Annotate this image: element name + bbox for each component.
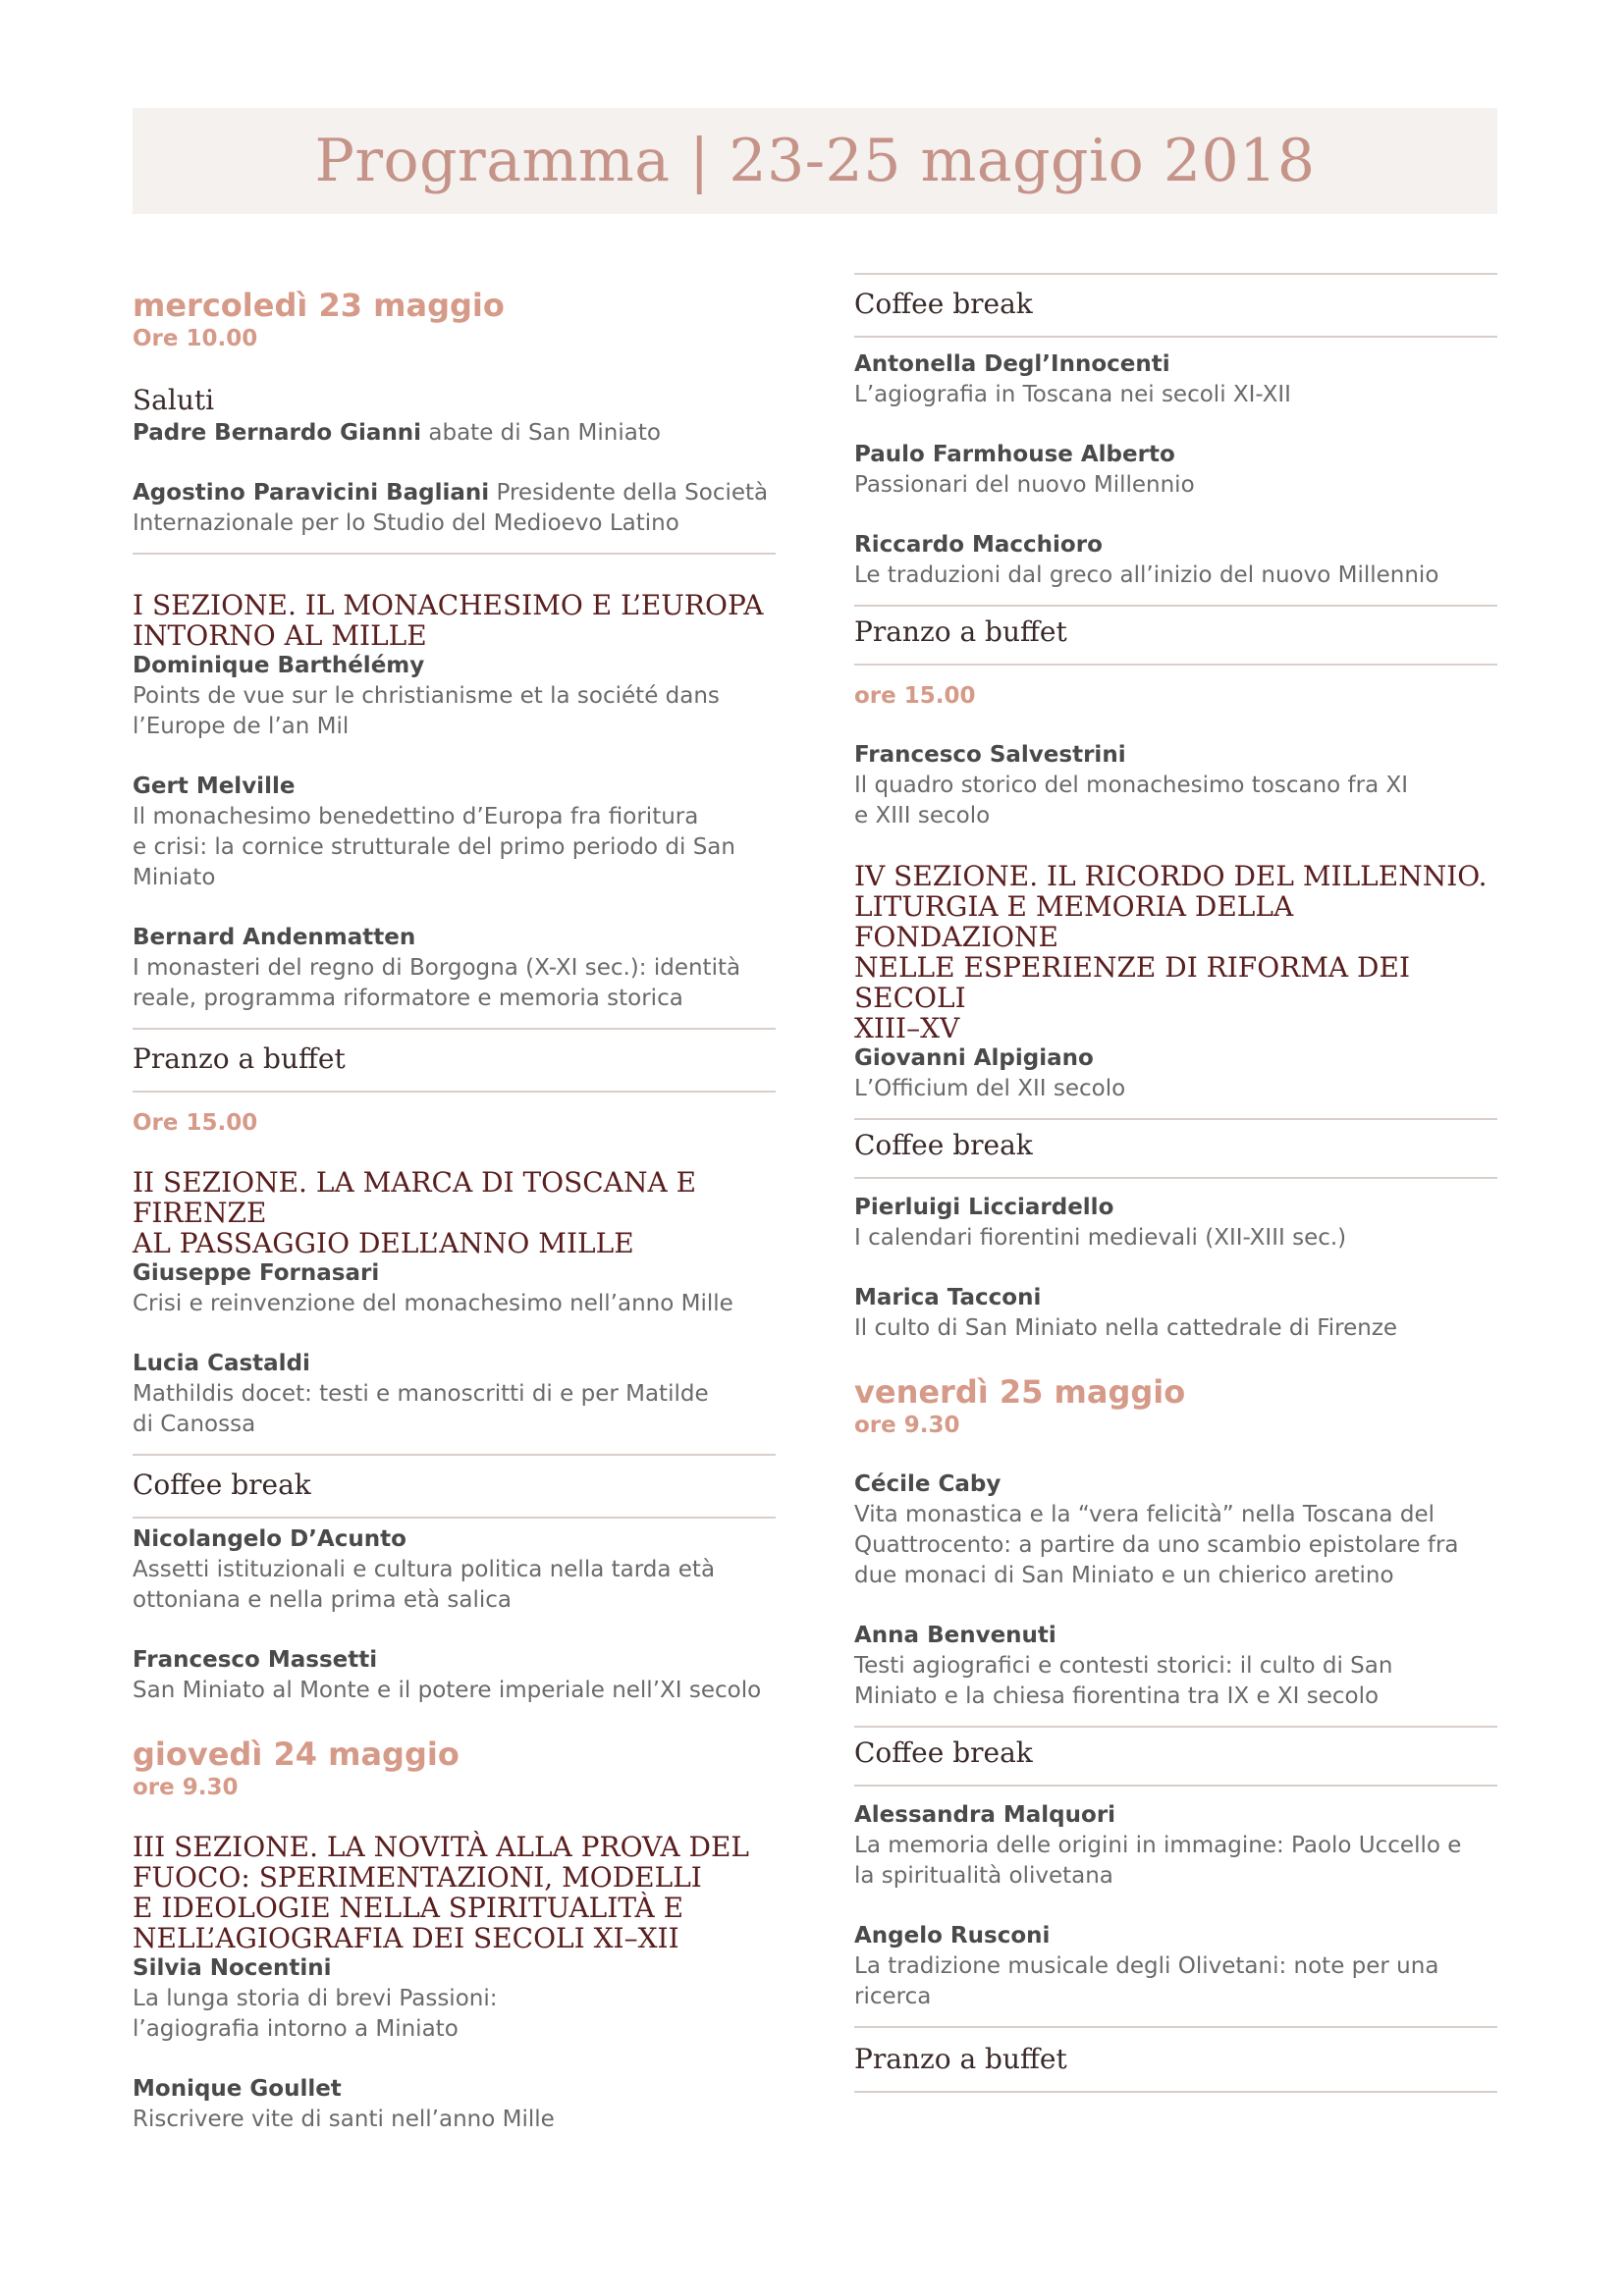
time-label: Ore 10.00 [133, 326, 258, 351]
time-label: Ore 15.00 [133, 1110, 258, 1136]
speaker-name: Gert Melville [133, 774, 296, 799]
break-label: Pranzo a buffet [854, 2043, 1067, 2075]
talk-title: Assetti istituzionali e cultura politica nella tarda età [133, 1557, 716, 1582]
talk-title: l’agiografia intorno a Miniato [133, 2016, 459, 2042]
section-title: II SEZIONE. LA MARCA DI TOSCANA E FIRENZE [133, 1166, 697, 1229]
talk-title: Miniato [133, 865, 216, 890]
speaker-name: Antonella Degl’Innocenti [854, 351, 1170, 377]
section-title: NELLE ESPERIENZE DI RIFORMA DEI SECOLI [854, 951, 1411, 1014]
time-label: ore 9.30 [854, 1413, 960, 1438]
talk-title: I monasteri del regno di Borgogna (X-XI sec.): identità [133, 955, 741, 981]
talk-title: ricerca [854, 1984, 932, 2009]
talk-title: reale, programma riformatore e memoria storica [133, 986, 683, 1011]
time-label: ore 9.30 [133, 1775, 239, 1800]
section-title: I SEZIONE. IL MONACHESIMO E L’EUROPA [133, 589, 764, 621]
divider [133, 1454, 776, 1456]
speaker-line [133, 478, 776, 508]
saluti-title: Saluti [133, 384, 215, 416]
divider [854, 336, 1497, 338]
section-title: E IDEOLOGIE NELLA SPIRITUALITÀ E [133, 1892, 684, 1924]
speaker-name: Francesco Massetti [133, 1647, 378, 1673]
divider [133, 1091, 776, 1093]
speaker-role: abate di San Miniato [421, 420, 661, 446]
talk-title: e XIII secolo [854, 803, 991, 828]
speaker-name: Agostino Paravicini Bagliani [133, 480, 490, 506]
speaker-role-cont: Internazionale per lo Studio del Medioevo Latino [133, 510, 679, 536]
break-label: Coffee break [133, 1468, 311, 1501]
day-heading-thursday: giovedì 24 maggio [133, 1735, 460, 1773]
divider [854, 273, 1497, 275]
talk-title: La lunga storia di brevi Passioni: [133, 1986, 498, 2011]
speaker-role: Presidente della Società [489, 480, 769, 506]
talk-title: Il quadro storico del monachesimo toscano fra XI [854, 773, 1409, 798]
speaker-name: Riccardo Macchioro [854, 532, 1103, 558]
speaker-name: Anna Benvenuti [854, 1623, 1056, 1648]
speaker-name: Nicolangelo D’Acunto [133, 1526, 406, 1552]
talk-title: Quattrocento: a partire da uno scambio epistolare fra [854, 1532, 1459, 1558]
divider [133, 1517, 776, 1519]
talk-title: la spiritualità olivetana [854, 1863, 1113, 1889]
speaker-line [133, 418, 776, 449]
time-label: ore 15.00 [854, 683, 976, 709]
speaker-name: Paulo Farmhouse Alberto [854, 442, 1175, 467]
divider [854, 605, 1497, 607]
break-label: Pranzo a buffet [133, 1042, 346, 1075]
break-label: Coffee break [854, 1736, 1033, 1769]
talk-title: due monaci di San Miniato e un chierico aretino [854, 1563, 1394, 1588]
speaker-name: Marica Tacconi [854, 1285, 1042, 1310]
speaker-name: Lucia Castaldi [133, 1351, 310, 1376]
divider [854, 1118, 1497, 1120]
talk-title: Points de vue sur le christianisme et la société dans [133, 683, 720, 709]
talk-title: Testi agiografici e contesti storici: il culto di San [854, 1653, 1393, 1679]
talk-title: L’agiografia in Toscana nei secoli XI-XII [854, 382, 1291, 407]
divider [854, 1785, 1497, 1787]
speaker-name: Bernard Andenmatten [133, 925, 416, 950]
section-title: III SEZIONE. LA NOVITÀ ALLA PROVA DEL [133, 1831, 749, 1863]
talk-title: l’Europe de l’an Mil [133, 714, 350, 739]
break-label: Pranzo a buffet [854, 615, 1067, 648]
speaker-name: Monique Goullet [133, 2076, 342, 2102]
divider [854, 1177, 1497, 1179]
section-title: INTORNO AL MILLE [133, 619, 427, 652]
talk-title: Crisi e reinvenzione del monachesimo nell’anno Mille [133, 1291, 733, 1316]
section-title: NELL’AGIOGRAFIA DEI SECOLI XI–XII [133, 1922, 679, 1954]
talk-title: Riscrivere vite di santi nell’anno Mille [133, 2107, 555, 2132]
speaker-name: Giovanni Alpigiano [854, 1045, 1094, 1071]
day-heading-friday: venerdì 25 maggio [854, 1373, 1186, 1411]
page-title: Programma | 23-25 maggio 2018 [314, 127, 1316, 195]
day-heading-wednesday: mercoledì 23 maggio [133, 287, 505, 324]
section-title: XIII–XV [854, 1012, 960, 1044]
talk-title: Mathildis docet: testi e manoscritti di e per Matilde [133, 1381, 709, 1407]
talk-title: Il monachesimo benedettino d’Europa fra fioritura [133, 804, 699, 829]
divider [854, 2091, 1497, 2093]
title-band [133, 108, 1497, 214]
talk-title: Passionari del nuovo Millennio [854, 472, 1195, 498]
talk-title: San Miniato al Monte e il potere imperiale nell’XI secolo [133, 1678, 762, 1703]
section-title: LITURGIA E MEMORIA DELLA FONDAZIONE [854, 890, 1294, 953]
speaker-name: Padre Bernardo Gianni [133, 420, 422, 446]
divider [133, 553, 776, 555]
section-title: IV SEZIONE. IL RICORDO DEL MILLENNIO. [854, 860, 1488, 892]
talk-title: di Canossa [133, 1412, 256, 1437]
speaker-name: Pierluigi Licciardello [854, 1195, 1114, 1220]
talk-title: La memoria delle origini in immagine: Paolo Uccello e [854, 1833, 1462, 1858]
speaker-name: Francesco Salvestrini [854, 742, 1126, 768]
divider [854, 2026, 1497, 2028]
divider [854, 664, 1497, 666]
talk-title: Le traduzioni dal greco all’inizio del nuovo Millennio [854, 562, 1439, 588]
talk-title: Vita monastica e la “vera felicità” nella Toscana del [854, 1502, 1435, 1527]
talk-title: Miniato e la chiesa fiorentina tra IX e XI secolo [854, 1683, 1380, 1709]
speaker-name: Cécile Caby [854, 1471, 1001, 1497]
divider [133, 1028, 776, 1030]
talk-title: e crisi: la cornice strutturale del primo periodo di San [133, 834, 735, 860]
break-label: Coffee break [854, 1129, 1033, 1161]
speaker-name: Alessandra Malquori [854, 1802, 1116, 1828]
talk-title: La tradizione musicale degli Olivetani: note per una [854, 1953, 1439, 1979]
right-column [854, 273, 1497, 2093]
speaker-name: Angelo Rusconi [854, 1923, 1051, 1949]
speaker-name: Dominique Barthélémy [133, 653, 425, 678]
speaker-name: Giuseppe Fornasari [133, 1260, 380, 1286]
talk-title: I calendari fiorentini medievali (XII-XIII sec.) [854, 1225, 1347, 1251]
divider [854, 1726, 1497, 1728]
section-title: FUOCO: SPERIMENTAZIONI, MODELLI [133, 1861, 702, 1894]
speaker-name: Silvia Nocentini [133, 1955, 332, 1981]
talk-title: ottoniana e nella prima età salica [133, 1587, 513, 1613]
talk-title: L’Officium del XII secolo [854, 1076, 1126, 1101]
left-column [133, 287, 776, 2135]
break-label: Coffee break [854, 288, 1033, 320]
section-title: AL PASSAGGIO DELL’ANNO MILLE [133, 1227, 634, 1259]
talk-title: Il culto di San Miniato nella cattedrale di Firenze [854, 1315, 1398, 1341]
